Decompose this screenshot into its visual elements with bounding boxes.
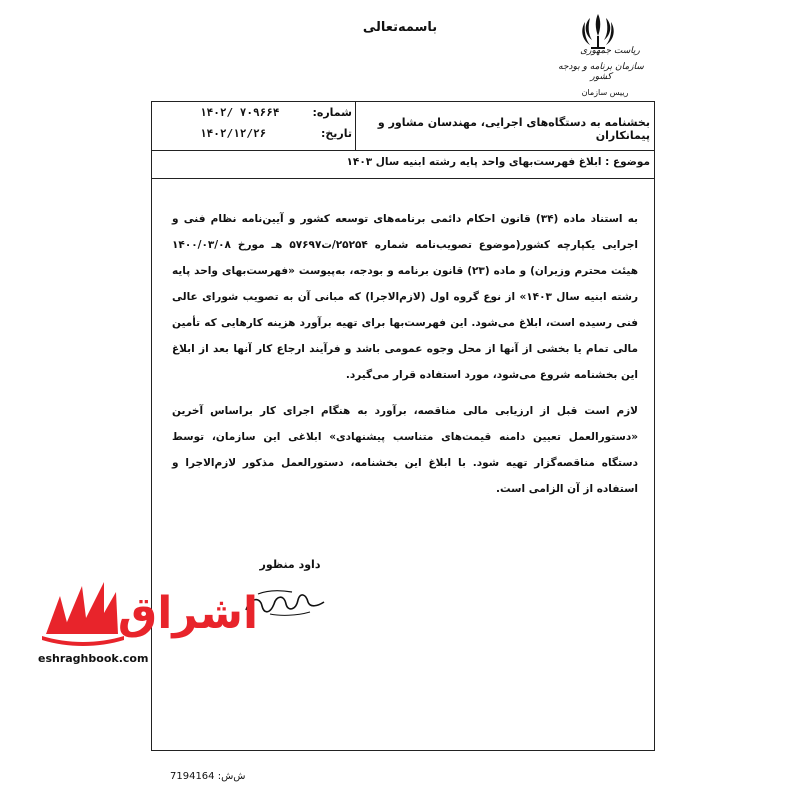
eshragh-logo [38, 578, 258, 648]
meta-divider [355, 101, 356, 150]
org-line-organization: سازمان برنامه و بودجه کشور [558, 62, 644, 82]
date-label: تاریخ: [320, 127, 352, 140]
watermark-url: eshraghbook.com [38, 652, 149, 665]
footer-code: ش‌ش: 7194164 [170, 771, 246, 782]
logo-text: اشراق [117, 588, 258, 639]
body-paragraph-2: لازم است قبل از ارزیابی مالی مناقصه، برآورد به هنگام اجرای کار براساس آخرین «دستورالعمل تعیین دامنه قیمت‌های متناسب پیشنهادی» ابلاغی این سازمان، توسط دستگاه مناقصه‌گزار تهیه شود. با ابلاغ این بخشنامه، دستورالعمل مذکور لازم‌الاجرا و استفاده از آن الزامی است. [172, 405, 638, 495]
org-line-head: رییس سازمان [581, 88, 629, 97]
addressee: بخشنامه به دستگاه‌های اجرایی، مهندسان مشاور و پیمانکاران [377, 116, 650, 142]
subject-line: موضوع : ابلاغ فهرست‌بهای واحد پایه رشته ابنیه سال ۱۴۰۳ [346, 156, 650, 168]
signer-name: داود منظور [259, 558, 321, 571]
number-label: شماره: [312, 106, 352, 119]
subject-divider [151, 178, 655, 179]
date-value: ۱۴۰۲/۱۲/۲۶ [200, 127, 267, 140]
header-divider [151, 150, 655, 151]
salutation: باسمه‌تعالی [362, 20, 438, 35]
org-line-presidency: ریاست جمهوری [580, 46, 640, 56]
number-value: ۱۴۰۲/ ۷۰۹۶۶۴ [200, 106, 280, 119]
body-paragraph-1: به استناد ماده (۳۴) قانون احکام دائمی برنامه‌های توسعه کشور و آیین‌نامه نظام فنی و اجرایی یکپارچه کشور(موضوع تصویب‌نامه شماره ۲۵۲۵۴/ت۵۷۶۹۷ هـ مورخ ۱۴۰۰/۰۳/۰۸ هیئت محترم وزیران) و ماده (۲۳) قانون برنامه و بودجه، به‌پیوست «فهرست‌بهای واحد پایه رشته ابنیه سال ۱۴۰۳» از نوع گروه اول (لازم‌الاجرا) که مبانی آن به تصویب شورای عالی فنی رسیده است، ابلاغ می‌شود. این فهرست‌بها برای تهیه برآورد هزینه کارهایی که تأمین مالی تمام یا بخشی از آنها از محل وجوه عمومی باشد و فرآیند ارجاع کار آنها بعد از ابلاغ این بخشنامه شروع می‌شود، مورد استفاده قرار می‌گیرد. [172, 213, 639, 381]
